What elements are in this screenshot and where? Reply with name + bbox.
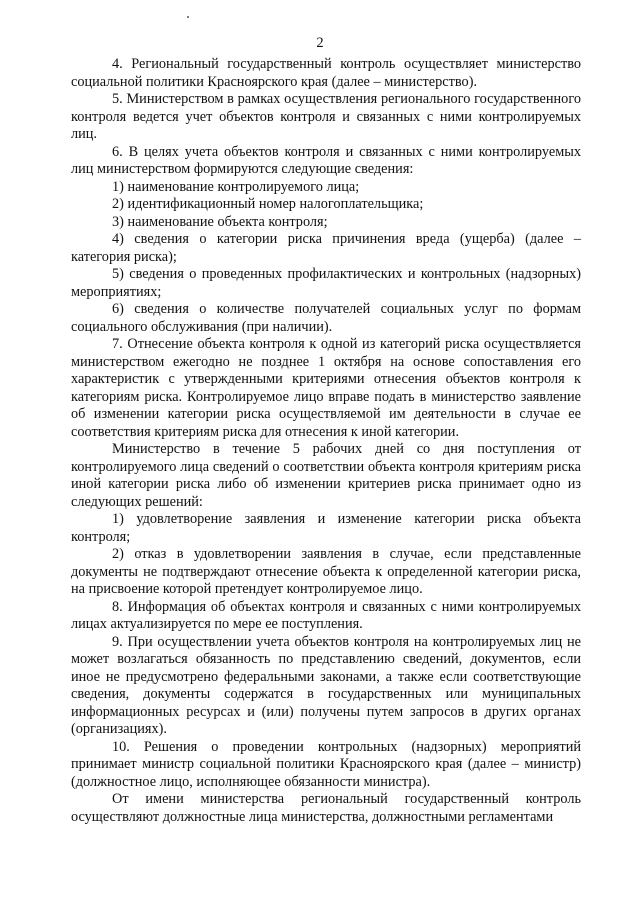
document-body bbox=[71, 56, 581, 826]
scan-dot bbox=[187, 16, 189, 18]
list-item-6-5: 5) сведения о проведенных профилактических и контрольных (надзорных) мероприятиях; bbox=[71, 266, 581, 300]
paragraph-10: 10. Решения о проведении контрольных (надзорных) мероприятий принимает министр социальной политики Красноярского края (далее – министр) (должностное лицо, исполняющее обязанности министра). bbox=[71, 738, 581, 790]
list-item-6-6: 6) сведения о количестве получателей социальных услуг по формам социального обслуживания (при наличии). bbox=[71, 301, 581, 335]
paragraph-8: 8. Информация об объектах контроля и связанных с ними контролируемых лицах актуализируется по мере ее поступления. bbox=[71, 598, 581, 632]
paragraph-7-decision: Министерство в течение 5 рабочих дней со дня поступления от контролируемого лица сведений о соответствии объекта контроля критериям риска иной категории риска либо об изменении критериев риска принимает одно из следующих решений: bbox=[71, 441, 581, 510]
list-item-7-2: 2) отказ в удовлетворении заявления в случае, если представленные документы не подтверждают отнесение объекта к определенной категории риска, на присвоение которой претендует контролируемое лицо. bbox=[71, 546, 581, 597]
page-number: 2 bbox=[316, 35, 324, 51]
paragraph-5: 5. Министерством в рамках осуществления регионального государственного контроля ведется учет объектов контроля и связанных с ними контролируемых лиц. bbox=[71, 91, 581, 142]
list-item-6-2: 2) идентификационный номер налогоплательщика; bbox=[112, 196, 424, 212]
list-item-7-1: 1) удовлетворение заявления и изменение категории риска объекта контроля; bbox=[71, 511, 581, 545]
paragraph-4: 4. Региональный государственный контроль осуществляет министерство социальной политики Красноярского края (далее – министерство). bbox=[71, 56, 581, 90]
paragraph-6: 6. В целях учета объектов контроля и связанных с ними контролируемых лиц министерством формируются следующие сведения: bbox=[71, 143, 581, 177]
list-item-6-1: 1) наименование контролируемого лица; bbox=[112, 178, 360, 195]
paragraph-9: 9. При осуществлении учета объектов контроля на контролируемых лиц не может возлагаться обязанность по представлению сведений, документов, если иное не предусмотрено федеральными законами, а также если соответствующие сведения, документы содержатся в государственных или муниципальных информационных ресурсах и (или) получены путем запросов в других органах (организациях). bbox=[71, 633, 581, 737]
paragraph-7: 7. Отнесение объекта контроля к одной из категорий риска осуществляется министерством ежегодно не позднее 1 октября на основе сопоставления его характеристик с утвержденными критериями отнесения объектов контроля к категориям риска. Контролируемое лицо вправе подать в министерство заявление об изменении категории риска осуществляемой им деятельности в случае ее соответствия критериям риска для отнесения к иной категории. bbox=[71, 336, 581, 440]
paragraph-10-continued: От имени министерства региональный государственный контроль осуществляют должностные лица министерства, должностными регламентами bbox=[71, 791, 581, 825]
list-item-6-3: 3) наименование объекта контроля; bbox=[112, 213, 328, 230]
list-item-6-4: 4) сведения о категории риска причинения вреда (ущерба) (далее – категория риска); bbox=[71, 231, 581, 265]
